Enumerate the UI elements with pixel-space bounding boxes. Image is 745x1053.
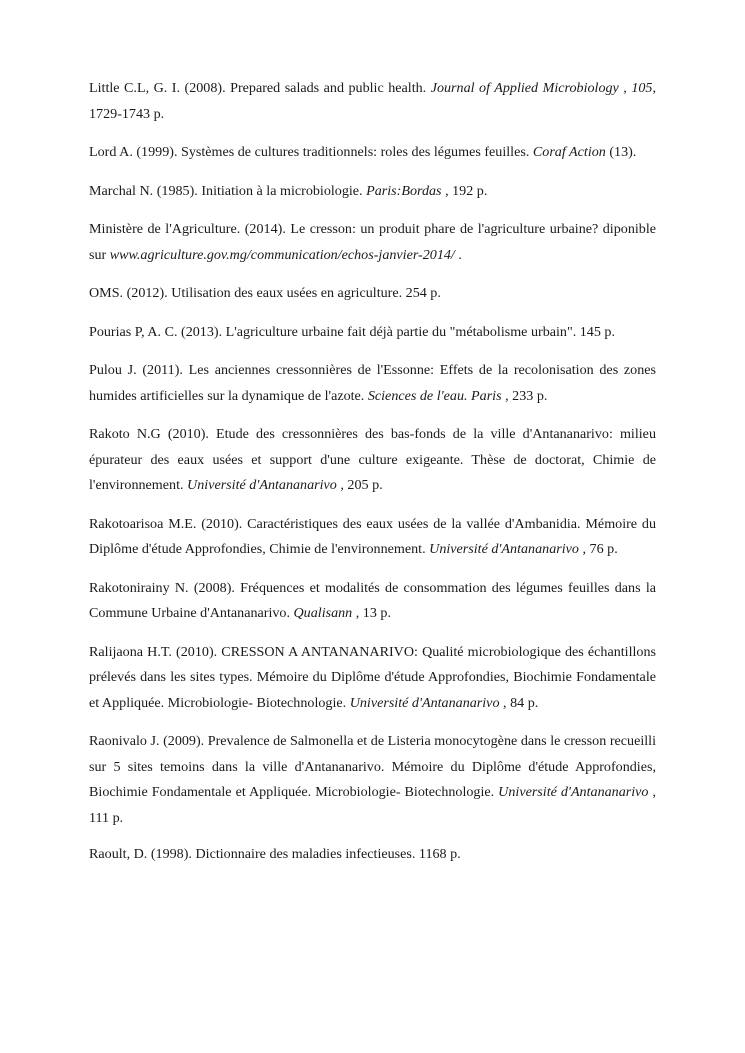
reference-marchal (89, 179, 656, 205)
reference-source: Université d'Antananarivo (187, 477, 337, 493)
reference-text: Pulou J. (2011). Les anciennes cressonnières de l'Essonne: Effets de la recolonisation des zones humides artificielles sur la dynamique de l'azote. (89, 362, 656, 404)
reference-pages: , 233 p. (501, 387, 548, 404)
reference-pulou (89, 358, 656, 409)
reference-rakotoarisoa (89, 512, 656, 563)
reference-text: Lord A. (1999). Systèmes de cultures traditionnels: roles des légumes feuilles. (89, 144, 533, 160)
reference-pages: , 13 p. (352, 605, 391, 621)
reference-source: Université d'Antananarivo (429, 541, 579, 557)
reference-text: Rakoto N.G (2010). Etude des cressonnières des bas-fonds de la ville d'Antananarivo: milieu épurateur des eaux usées et support d'une culture exigeante. Thèse de doctorat, Chimie de l'environnement. (89, 426, 656, 493)
reference-raoult (89, 842, 656, 868)
reference-source: Coraf Action (532, 144, 606, 160)
reference-raonivalo (89, 729, 656, 831)
reference-text: Pourias P, A. C. (2013). L'agriculture urbaine fait déjà partie du "métabolisme urbain". 145 p. (89, 323, 615, 340)
reference-source: Journal of Applied Microbiology , 105 (430, 80, 653, 96)
reference-pages: , 84 p. (499, 694, 539, 711)
reference-list (89, 76, 656, 881)
reference-pages: , 111 p. (89, 784, 656, 826)
reference-source: Sciences de l'eau. Paris (367, 387, 502, 404)
reference-source: Université d'Antananarivo (498, 784, 649, 800)
reference-oms (89, 281, 656, 307)
reference-pages: , 192 p. (441, 182, 488, 199)
reference-text: Ministère de l'Agriculture. (2014). Le cresson: un produit phare de l'agriculture urbaine? diponible sur (89, 221, 656, 263)
reference-text: Raonivalo J. (2009). Prevalence de Salmonella et de Listeria monocytogène dans le cresson recueilli sur 5 sites temoins dans la ville d'Antananarivo. Mémoire du Diplôme d'étude Approfondies, Biochimie Fondamentale et Appliquée. Microbiologie- Biotechnologie. (89, 733, 656, 800)
reference-little (89, 76, 656, 127)
reference-source: Qualisann (293, 605, 353, 621)
reference-text: Rakotonirainy N. (2008). Fréquences et modalités de consommation des légumes feuilles dans la Commune Urbaine d'Antananarivo. (89, 579, 656, 621)
reference-rakoto (89, 422, 656, 499)
reference-text: Ralijaona H.T. (2010). CRESSON A ANTANANARIVO: Qualité microbiologique des échantillons prélevés dans les sites types. Mémoire du Diplôme d'étude Approfondies, Biochimie Fondamentale et Appliquée. Microbiologie- Biotechnologie. (89, 643, 656, 711)
reference-text: Raoult, D. (1998). Dictionnaire des maladies infectieuses. 1168 p. (89, 846, 461, 862)
reference-source: Paris:Bordas (366, 182, 442, 199)
reference-source: Université d'Antananarivo (349, 694, 500, 711)
reference-ralijaona (89, 640, 656, 717)
reference-text: OMS. (2012). Utilisation des eaux usées en agriculture. 254 p. (89, 285, 441, 301)
reference-text: Marchal N. (1985). Initiation à la microbiologie. (89, 182, 367, 199)
reference-url: www.agriculture.gov.mg/communication/echos-janvier-2014/ (109, 246, 455, 263)
reference-pages: , 205 p. (336, 477, 383, 493)
reference-pages: , 1729-1743 p. (89, 80, 656, 122)
reference-pages: , 76 p. (578, 541, 618, 557)
reference-pourias (89, 320, 656, 346)
reference-rakotonirainy (89, 576, 656, 627)
reference-ministere (89, 217, 656, 268)
reference-pages: . (454, 246, 462, 263)
reference-pages: (13). (605, 144, 637, 160)
reference-text: Little C.L, G. I. (2008). Prepared salads and public health. (89, 80, 431, 96)
reference-text: Rakotoarisoa M.E. (2010). Caractéristiques des eaux usées de la vallée d'Ambanidia. Mémoire du Diplôme d'étude Approfondies, Chimie de l'environnement. (89, 515, 656, 557)
reference-lord (89, 140, 656, 166)
